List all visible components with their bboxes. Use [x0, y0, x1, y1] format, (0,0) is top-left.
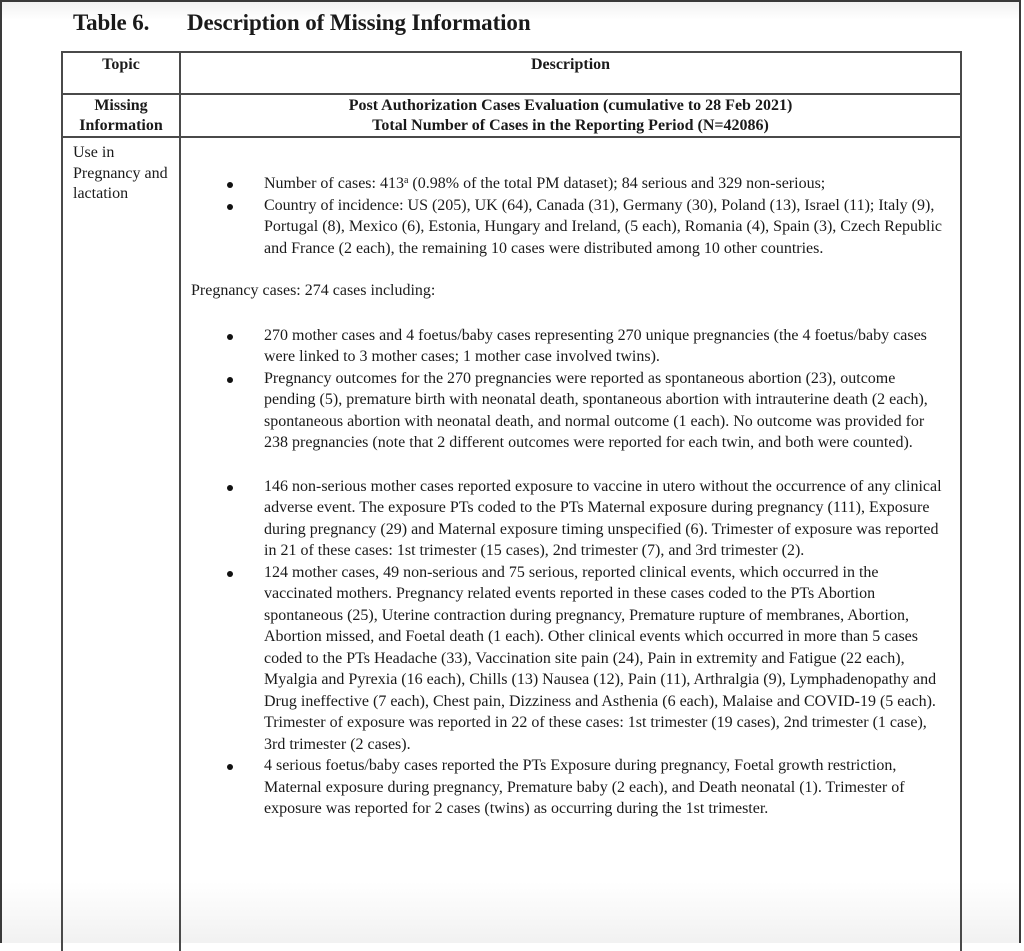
- section-topic-missing-information: Missing Information: [79, 97, 163, 134]
- row-divider: [63, 136, 960, 138]
- pregnancy-cases-heading: Pregnancy cases: 274 cases including:: [191, 282, 436, 299]
- bullet-text: 124 mother cases, 49 non-serious and 75 serious, reported clinical events, which occurred in the vaccinated mothers. Pregnancy related events reported in these cases coded to the PTs Abortion spontaneous (25), Uterine contraction during pregnancy, Premature rupture of membranes, Abortion, Abortion missed, and Foetal death (1 each). Other clinical events which occurred in more than 5 cases coded to the PTs Headache (33), Vaccination site pain (24), Pain in extremity and Fatigue (22 each), Myalgia and Pyrexia (16 each), Chills (13) Nausea (12), Pain (11), Arthralgia (9), Lymphadenopathy and Drug ineffective (7 each), Chest pain, Dizziness and Asthenia (6 each), Malaise and COVID-19 (5 each). Trimester of exposure was reported in 22 of these cases: 1st trimester (19 cases), 2nd trimester (1 case), 3rd trimester (2 cases).: [264, 563, 937, 753]
- table-number: Table 6.: [73, 10, 150, 35]
- bullet-country-of-incidence: [191, 195, 948, 260]
- table-caption: [73, 10, 531, 36]
- footnote-marker: a: [403, 175, 409, 186]
- missing-information-table: [61, 51, 962, 951]
- topic-use-in-pregnancy: Use in Pregnancy and lactation: [73, 144, 168, 202]
- bullet-icon: [227, 204, 233, 210]
- pregnancy-bullet-list-2: [191, 476, 948, 820]
- column-divider: [179, 53, 181, 951]
- list-item: [191, 368, 948, 454]
- list-item: [191, 562, 948, 756]
- bullet-icon: [227, 485, 233, 491]
- list-item: [191, 325, 948, 368]
- bullet-text: (0.98% of the total PM dataset); 84 serious and 329 non-serious;: [408, 175, 826, 192]
- bullet-icon: [227, 182, 233, 188]
- pregnancy-bullet-list-1: [191, 325, 948, 454]
- header-description: Description: [530, 56, 611, 73]
- section-title: [181, 96, 960, 136]
- bullet-icon: [227, 334, 233, 340]
- header-topic: Topic: [102, 56, 140, 73]
- bullet-text: Country of incidence: US (205), UK (64), Canada (31), Germany (30), Poland (13), Israel (11); Italy (9), Portugal (8), Mexico (6), Estonia, Hungary and Ireland, (5 each), Romania (4), Spain (3), Czech Republic and France (2 each), the remaining 10 cases were distributed among 10 other countries.: [264, 196, 943, 257]
- bullet-icon: [227, 377, 233, 383]
- row-divider: [63, 93, 960, 95]
- bullet-text: Pregnancy outcomes for the 270 pregnancies were reported as spontaneous abortion (23), outcome pending (5), premature birth with neonatal death, spontaneous abortion with intrauterine death (2 each), spontaneous abortion with neonatal death, and normal outcome (1 each). No outcome was provided for 238 pregnancies (note that 2 different outcomes were reported for each twin, and both were counted).: [264, 369, 928, 451]
- section-title-line2: Total Number of Cases in the Reporting Period (N=42086): [372, 117, 769, 134]
- bullet-icon: [227, 571, 233, 577]
- list-item: [191, 476, 948, 562]
- overview-bullet-list: [191, 173, 948, 259]
- description-body: [191, 173, 948, 820]
- table-title: Description of Missing Information: [187, 10, 531, 35]
- bullet-text: 146 non-serious mother cases reported exposure to vaccine in utero without the occurrence of any clinical adverse event. The exposure PTs coded to the PTs Maternal exposure during pregnancy (111), Exposure during pregnancy (29) and Maternal exposure timing unspecified (6). Trimester of exposure was reported in 21 of these cases: 1st trimester (15 cases), 2nd trimester (7), and 3rd trimester (2).: [264, 477, 942, 559]
- bullet-number-of-cases: [191, 173, 948, 195]
- section-title-line1: Post Authorization Cases Evaluation (cumulative to 28 Feb 2021): [348, 97, 793, 114]
- bullet-text: Number of cases: 413: [264, 175, 404, 192]
- bullet-text: 270 mother cases and 4 foetus/baby cases representing 270 unique pregnancies (the 4 foetus/baby cases were linked to 3 mother cases; 1 mother case involved twins).: [264, 326, 927, 365]
- bullet-text: 4 serious foetus/baby cases reported the PTs Exposure during pregnancy, Foetal growth restriction, Maternal exposure during pregnancy, Premature baby (2 each), and Death neonatal (1). Trimester of exposure was reported for 2 cases (twins) as occurring during the 1st trimester.: [264, 757, 905, 817]
- bullet-icon: [227, 764, 233, 770]
- list-item: [191, 755, 948, 820]
